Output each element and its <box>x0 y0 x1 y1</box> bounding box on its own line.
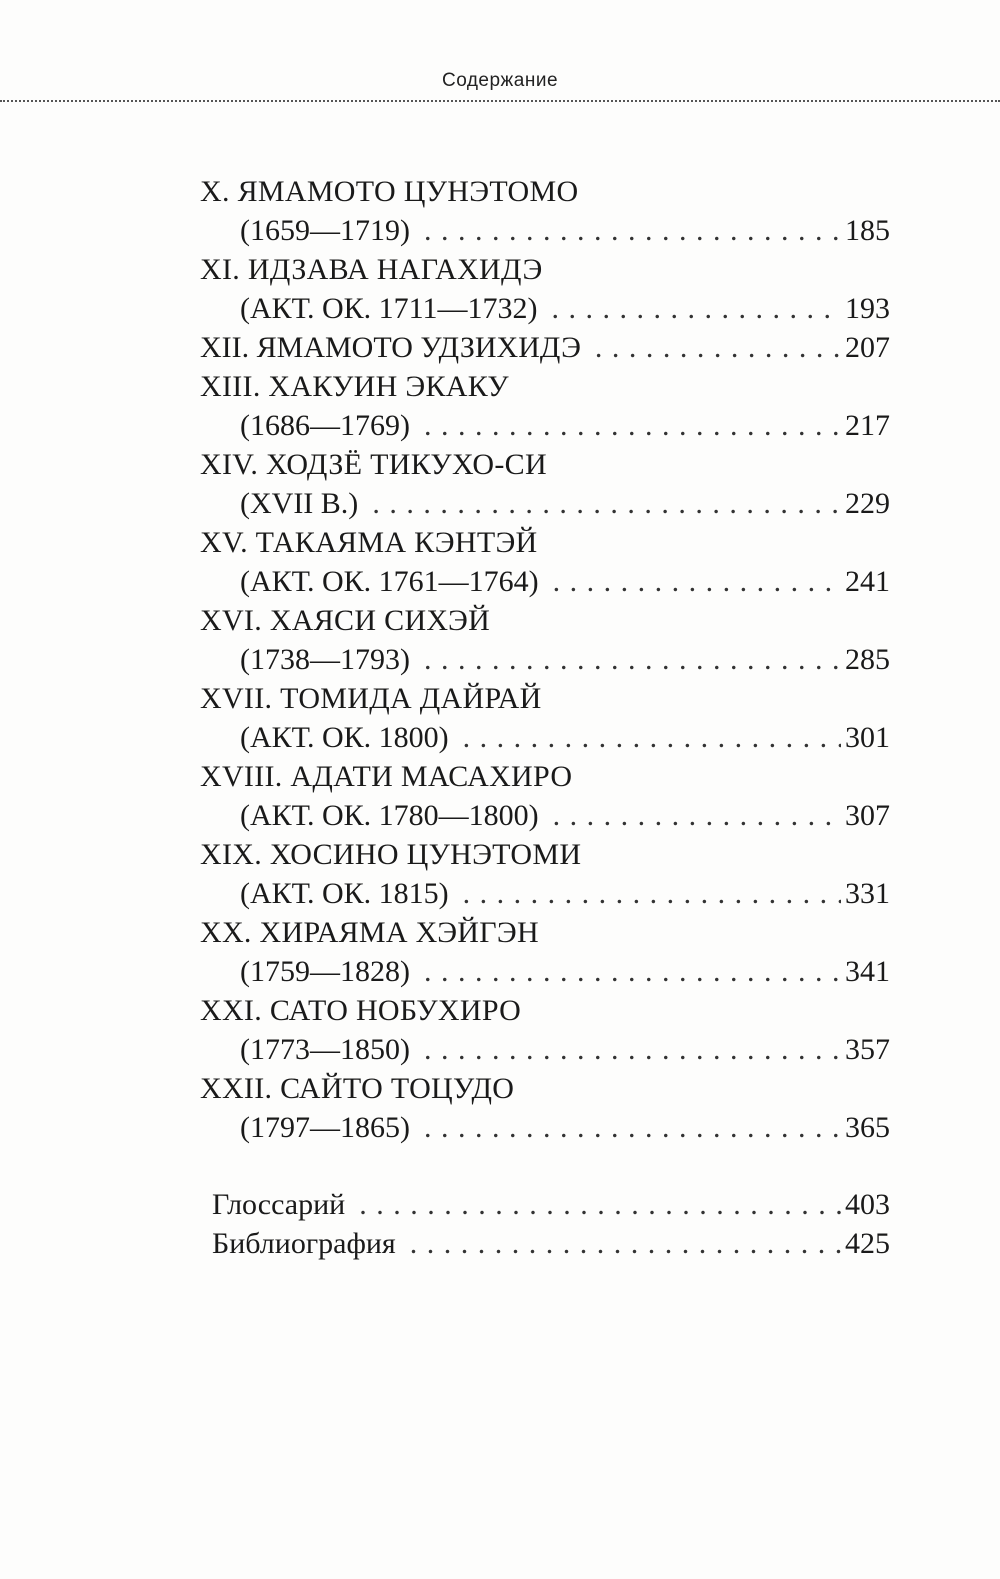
toc-entry-title: XVI. ХАЯСИ СИХЭЙ <box>200 604 491 637</box>
toc-entry-title: X. ЯМАМОТО ЦУНЭТОМО <box>200 175 579 208</box>
toc-entry[interactable] <box>200 328 890 367</box>
toc-entry-dates: (АКТ. ОК. 1800) <box>240 721 449 754</box>
leader-dots <box>372 484 841 523</box>
toc-entry-title: XVIII. АДАТИ МАСАХИРО <box>200 760 573 793</box>
toc-entry[interactable] <box>200 913 890 991</box>
leader-dots <box>359 1185 841 1224</box>
toc-entry-title: XI. ИДЗАВА НАГАХИДЭ <box>200 253 543 286</box>
toc-entry-title: XVII. ТОМИДА ДАЙРАЙ <box>200 682 542 715</box>
toc-entry-title: XXII. САЙТО ТОЦУДО <box>200 1072 515 1105</box>
toc-entry-line <box>200 640 890 679</box>
toc-entry-glossary[interactable] <box>200 1185 890 1224</box>
leader-dots <box>463 874 841 913</box>
toc-entry-line <box>200 796 890 835</box>
leader-dots <box>595 328 841 367</box>
toc-entry[interactable] <box>200 991 890 1069</box>
toc-page-number: 425 <box>845 1227 890 1260</box>
toc-entry-title: Глоссарий <box>212 1188 346 1221</box>
toc-entry-line <box>200 1030 890 1069</box>
toc-page-number: 357 <box>845 1033 890 1066</box>
toc-entry[interactable] <box>200 523 890 601</box>
leader-dots <box>410 1224 841 1263</box>
table-of-contents <box>200 172 890 1263</box>
leader-dots <box>424 952 841 991</box>
toc-entry-line <box>200 484 890 523</box>
toc-entry-line <box>200 211 890 250</box>
leader-dots <box>553 796 841 835</box>
toc-page-number: 229 <box>845 487 890 520</box>
leader-dots <box>424 406 841 445</box>
toc-page-number: 207 <box>845 331 890 364</box>
toc-entry[interactable] <box>200 1069 890 1147</box>
back-matter <box>200 1185 890 1263</box>
toc-entry-dates: (1773—1850) <box>240 1033 410 1066</box>
toc-entry-title: XIX. ХОСИНО ЦУНЭТОМИ <box>200 838 582 871</box>
toc-entry-title: XIV. ХОДЗЁ ТИКУХО-СИ <box>200 448 547 481</box>
toc-entry-dates: (XVII В.) <box>240 487 359 520</box>
toc-entry-line <box>200 289 890 328</box>
toc-page-number: 185 <box>845 214 890 247</box>
toc-entry-bibliography[interactable] <box>200 1224 890 1263</box>
toc-entry-dates: (1797—1865) <box>240 1111 410 1144</box>
toc-page-number: 285 <box>845 643 890 676</box>
toc-entry-title: XIII. ХАКУИН ЭКАКУ <box>200 370 509 403</box>
toc-entry[interactable] <box>200 679 890 757</box>
toc-entry-line <box>200 874 890 913</box>
leader-dots <box>424 211 841 250</box>
leader-dots <box>424 640 841 679</box>
toc-entry[interactable] <box>200 367 890 445</box>
toc-page-number: 331 <box>845 877 890 910</box>
toc-entry-line <box>200 1108 890 1147</box>
toc-page-number: 307 <box>845 799 890 832</box>
leader-dots <box>424 1108 841 1147</box>
toc-entry-dates: (1659—1719) <box>240 214 410 247</box>
toc-entry-dates: (АКТ. ОК. 1815) <box>240 877 449 910</box>
toc-entry-dates: (АКТ. ОК. 1761—1764) <box>240 565 539 598</box>
toc-entry-line <box>200 562 890 601</box>
toc-entry[interactable] <box>200 250 890 328</box>
leader-dots <box>553 562 841 601</box>
toc-page-number: 301 <box>845 721 890 754</box>
toc-page-number: 241 <box>845 565 890 598</box>
toc-entry-dates: (1759—1828) <box>240 955 410 988</box>
toc-entry[interactable] <box>200 757 890 835</box>
toc-entry-line <box>200 718 890 757</box>
toc-entry-line <box>200 952 890 991</box>
leader-dots <box>424 1030 841 1069</box>
toc-entry-title: XX. ХИРАЯМА ХЭЙГЭН <box>200 916 539 949</box>
leader-dots <box>463 718 841 757</box>
toc-page-number: 365 <box>845 1111 890 1144</box>
toc-entry-line <box>200 328 890 367</box>
toc-entry-line <box>200 406 890 445</box>
toc-page-number: 217 <box>845 409 890 442</box>
toc-entry-dates: (1686—1769) <box>240 409 410 442</box>
toc-entry-dates: (АКТ. ОК. 1711—1732) <box>240 292 538 325</box>
toc-page-number: 193 <box>845 292 890 325</box>
toc-entry-title: XXI. САТО НОБУХИРО <box>200 994 522 1027</box>
toc-entry-title: XII. ЯМАМОТО УДЗИХИДЭ <box>200 331 581 364</box>
toc-entry[interactable] <box>200 601 890 679</box>
toc-page-number: 341 <box>845 955 890 988</box>
toc-entry[interactable] <box>200 835 890 913</box>
toc-entry-dates: (АКТ. ОК. 1780—1800) <box>240 799 539 832</box>
toc-entry-title: Библиография <box>212 1227 396 1260</box>
toc-entry[interactable] <box>200 445 890 523</box>
header-dotted-rule <box>0 100 1000 102</box>
leader-dots <box>552 289 841 328</box>
toc-page-number: 403 <box>845 1188 890 1221</box>
toc-entry[interactable] <box>200 172 890 250</box>
running-title: Содержание <box>441 70 559 91</box>
toc-entry-dates: (1738—1793) <box>240 643 410 676</box>
toc-entry-title: XV. ТАКАЯМА КЭНТЭЙ <box>200 526 538 559</box>
